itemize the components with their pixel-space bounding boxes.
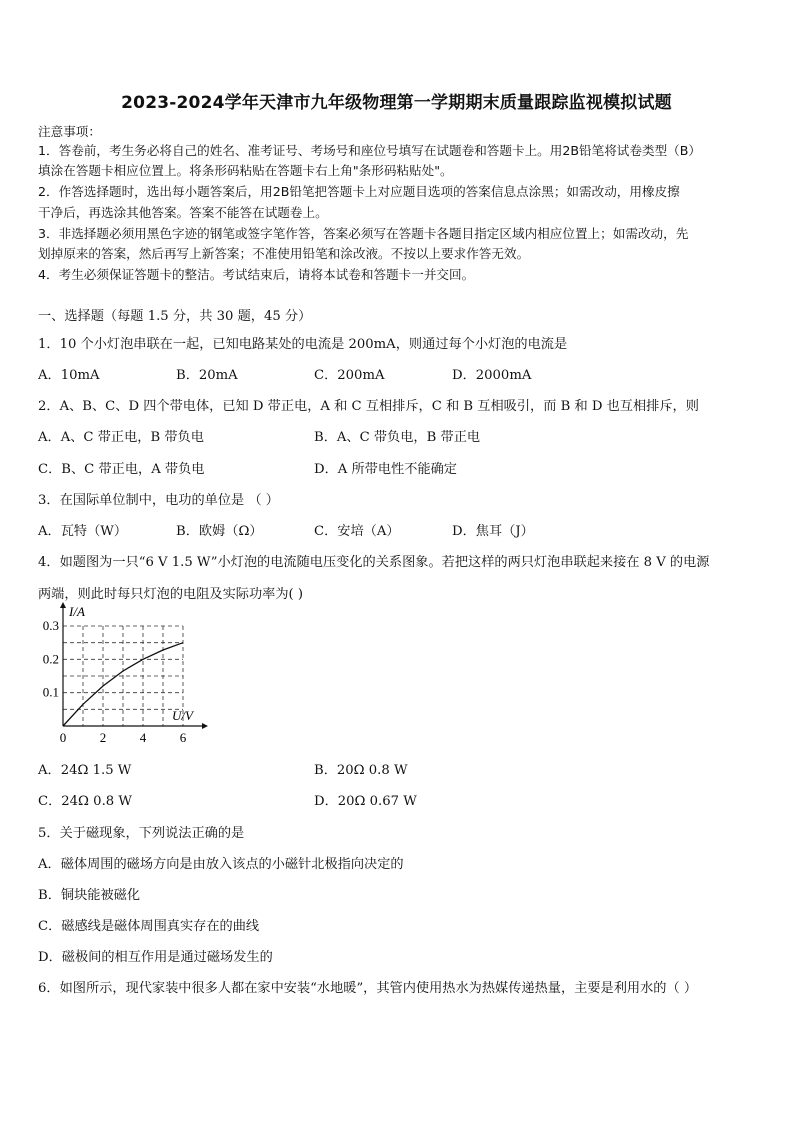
notice-heading: 注意事项： [38,124,101,139]
q2-option-b: B．A、C 带负电，B 带正电 [314,430,481,445]
q2-option-d: D．A 所带电性不能确定 [314,462,457,477]
q4-option-c: C．24Ω 0.8 W [38,794,132,809]
q5-option-b: B．铜块能被磁化 [38,888,141,903]
y-axis-arrow [60,602,66,608]
chart-x-axis-label: U/V [172,708,193,723]
q5-option-c: C．磁感线是磁体周围真实存在的曲线 [38,919,260,934]
q2-option-c: C．B、C 带正电，A 带负电 [38,462,205,477]
q5-option-d: D．磁极间的相互作用是通过磁场发生的 [38,950,273,965]
notice-line: 4．考生必须保证答题卡的整洁。考试结束后，请将本试卷和答题卡一并交回。 [38,267,475,282]
question-2-stem: 2．A、B、C、D 四个带电体，已知 D 带正电，A 和 C 互相排斥，C 和 B 互相吸引，而 B 和 D 也互相排斥，则 [38,399,699,414]
chart-y-axis-label: I/A [69,604,85,619]
q5-option-a: A．磁体周围的磁场方向是由放入该点的小磁针北极指向决定的 [38,857,404,872]
q1-option-c: C．200mA [314,368,385,383]
q3-option-a: A．瓦特（W） [38,524,128,539]
q4-option-d: D．20Ω 0.67 W [314,794,417,809]
notice-line: 2．作答选择题时，选出每小题答案后，用2B铅笔把答题卡上对应题目选项的答案信息点涂黑；如需改动，用橡皮擦 [38,184,680,199]
section-heading: 一、选择题（每题 1.5 分，共 30 题，45 分） [38,309,312,324]
notice-line: 划掉原来的答案，然后再写上新答案；不准使用铅笔和涂改液。不按以上要求作答无效。 [38,246,530,261]
iv-curve-chart [30,600,210,750]
x-tick-label: 2 [99,730,107,745]
question-4-stem-line2: 两端，则此时每只灯泡的电阻及实际功率为( ) [38,587,304,602]
x-tick-label: 4 [139,730,147,745]
y-tick-label: 0.1 [42,684,59,700]
x-tick-label: 6 [179,730,187,745]
q3-option-c: C．安培（A） [314,524,400,539]
question-6-stem: 6．如图所示，现代家装中很多人都在家中安装“水地暖”，其管内使用热水为热媒传递热量，主要是利用水的（ ） [38,981,698,996]
question-3-stem: 3．在国际单位制中，电功的单位是 （ ） [38,493,279,508]
notice-line: 3．非选择题必须用黑色字迹的钢笔或签字笔作答，答案必须写在答题卡各题目指定区域内相应位置上；如需改动，先 [38,226,689,241]
q4-option-b: B．20Ω 0.8 W [314,763,408,778]
page-title: 2023-2024学年天津市九年级物理第一学期期末质量跟踪监视模拟试题 [121,93,672,113]
q3-option-d: D．焦耳（J） [452,524,534,539]
q3-option-b: B．欧姆（Ω） [176,524,263,539]
y-tick-label: 0.3 [42,618,59,633]
x-tick-label: 0 [59,730,67,745]
q1-option-b: B．20mA [176,368,238,383]
q4-option-a: A．24Ω 1.5 W [38,763,132,778]
q2-option-a: A．A、C 带正电，B 带负电 [38,430,204,445]
question-1-stem: 1．10 个小灯泡串联在一起，已知电路某处的电流是 200mA，则通过每个小灯泡的电流是 [38,337,568,352]
y-tick-label: 0.2 [42,651,59,667]
notice-line: 填涂在答题卡相应位置上。将条形码粘贴在答题卡右上角"条形码粘贴处"。 [38,163,453,178]
question-5-stem: 5．关于磁现象，下列说法正确的是 [38,826,245,841]
q1-option-a: A．10mA [38,368,100,383]
q1-option-d: D．2000mA [452,368,532,383]
chart-grid [63,626,183,726]
notice-line: 干净后，再选涂其他答案。答案不能答在试题卷上。 [38,205,328,220]
question-4-stem-line1: 4．如题图为一只“6 V 1.5 W”小灯泡的电流随电压变化的关系图象。若把这样的两只灯泡串联起来接在 8 V 的电源 [38,555,710,570]
x-axis-arrow [202,723,208,729]
notice-line: 1．答卷前，考生务必将自己的姓名、准考证号、考场号和座位号填写在试题卷和答题卡上。用2B铅笔将试卷类型（B） [38,143,701,158]
